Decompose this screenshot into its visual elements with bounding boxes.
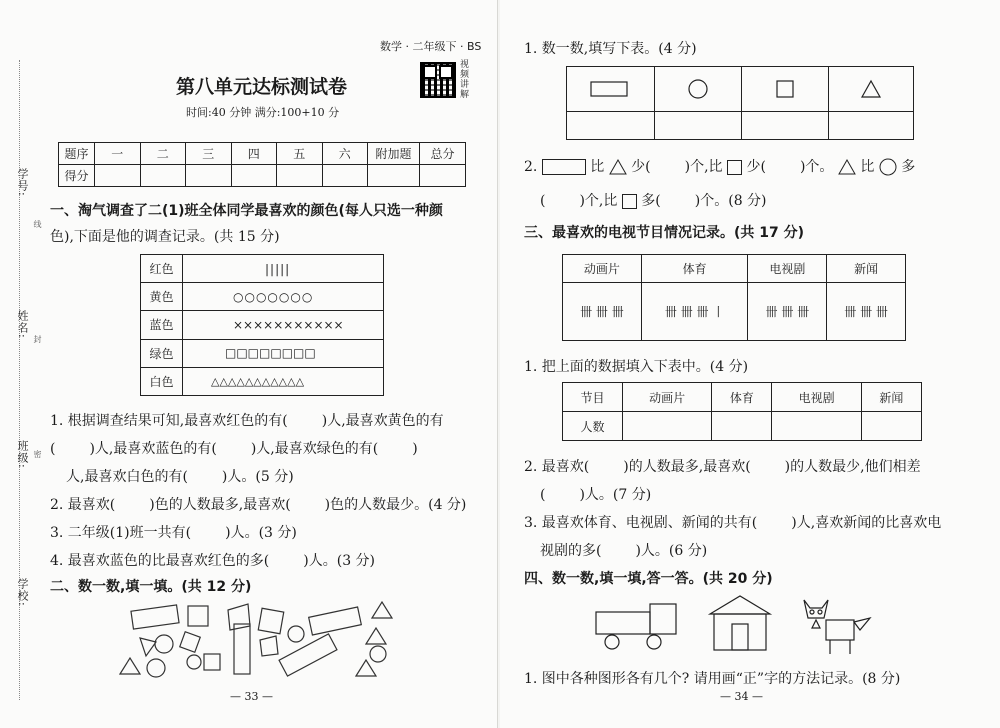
tally-cell: 卌 卌 卌 丨 <box>641 283 748 341</box>
left-page <box>0 0 498 728</box>
circle-shape <box>288 626 304 642</box>
question-2: 2. 最喜欢( )色的人数最多,最喜欢( )色的人数最少。(4 分) <box>50 497 467 513</box>
shapes-figure <box>110 598 400 682</box>
section1-heading: 一、淘气调查了二(1)班全体同学最喜欢的颜色(每人只选一种颜 <box>50 203 443 219</box>
tv-tally-table: 动画片 体育 电视剧 新闻 卌 卌 卌 卌 卌 卌 丨 卌 卌 卌 卌 卌 卌 <box>562 254 906 341</box>
dog-body <box>826 620 854 640</box>
triangle-shape <box>120 658 140 674</box>
square-icon <box>622 194 637 209</box>
rectangle-icon <box>542 159 586 175</box>
square-shape <box>228 604 250 630</box>
question-s3-3: 3. 最喜欢体育、电视剧、新闻的共有( )人,喜欢新闻的比喜欢电 <box>524 515 942 531</box>
triangle-shape <box>372 602 392 618</box>
score-cell[interactable] <box>186 165 232 187</box>
section4-heading: 四、数一数,填一填,答一答。(共 20 分) <box>524 571 773 587</box>
section1-heading-cont: 色),下面是他的调查记录。(共 15 分) <box>50 229 280 245</box>
score-cell[interactable] <box>277 165 323 187</box>
truck-body <box>596 612 650 634</box>
dog-tail <box>854 618 870 630</box>
count-table <box>566 66 914 140</box>
time-score-info: 时间:40 分钟 满分:100+10 分 <box>186 106 340 119</box>
question-1-line3: 人,最喜欢白色的有( )人。(5 分) <box>66 469 294 485</box>
question-3: 3. 二年级(1)班一共有( )人。(3 分) <box>50 525 297 541</box>
section3-heading: 三、最喜欢的电视节目情况记录。(共 17 分) <box>524 225 805 241</box>
side-label-student-id: 学号: <box>16 168 29 197</box>
circle-icon <box>879 158 897 176</box>
section2-heading: 二、数一数,填一填。(共 12 分) <box>50 579 252 595</box>
survey-table: 红色 ||||| 黄色 ○○○○○○○ 蓝色 ××××××××××× 绿色 □□□□□□□□ 白色 △△△△△△△△△△△ <box>140 254 384 396</box>
square-icon <box>777 81 793 97</box>
dog-eye <box>818 610 822 614</box>
question-1-line2: ( )人,最喜欢蓝色的有( )人,最喜欢绿色的有( ) <box>50 441 418 457</box>
answer-cell[interactable] <box>772 412 861 441</box>
question-r2: 2. 比 少( )个,比 少( )个。 比 多 <box>524 159 916 175</box>
side-label-class: 班级: <box>16 440 29 469</box>
triangle-shape <box>366 628 386 644</box>
rectangle-shape <box>309 607 362 635</box>
triangle-icon <box>862 81 880 97</box>
tally-cell: 卌 卌 卌 <box>748 283 827 341</box>
answer-cell[interactable] <box>861 412 921 441</box>
circle-shape <box>370 646 386 662</box>
qr-code-icon[interactable] <box>420 62 456 98</box>
side-mark-secret: 密 <box>33 450 42 458</box>
header-subject: 数学 · 二年级下 · BS <box>380 40 482 53</box>
score-cell[interactable] <box>231 165 277 187</box>
square-shape <box>258 608 283 633</box>
dog-head <box>804 600 828 618</box>
question-s3-1: 1. 把上面的数据填入下表中。(4 分) <box>524 359 749 375</box>
rectangle-shape <box>131 605 179 629</box>
rectangle-icon <box>591 82 627 96</box>
circle-shape <box>147 659 165 677</box>
square-icon <box>727 160 742 175</box>
dog-eye <box>810 610 814 614</box>
triangle-icon <box>838 159 856 175</box>
side-mark-seal: 封 <box>33 335 42 343</box>
house-door <box>732 624 748 650</box>
house-wall <box>714 614 766 650</box>
rectangle-shape <box>234 624 250 674</box>
score-cell[interactable] <box>95 165 141 187</box>
fill-table: 节目 动画片 体育 电视剧 新闻 人数 <box>562 382 922 441</box>
tally-cell: 卌 卌 卌 <box>827 283 906 341</box>
square-shape <box>188 606 208 626</box>
side-label-name: 姓名: <box>16 310 29 339</box>
page-number-left: — 33 — <box>230 690 273 703</box>
question-s3-3-line2: 视剧的多( )人。(6 分) <box>540 543 708 559</box>
page-number-right: — 34 — <box>720 690 763 703</box>
circle-icon <box>689 80 707 98</box>
wheel-circle <box>647 635 661 649</box>
composite-shapes-figure <box>590 594 890 664</box>
triangle-icon <box>609 159 627 175</box>
page-title: 第八单元达标测试卷 <box>176 76 348 98</box>
triangle-shape <box>140 638 156 656</box>
triangle-shape <box>356 660 376 676</box>
truck-cab <box>650 604 676 634</box>
question-s4-1: 1. 图中各种图形各有几个? 请用画“正”字的方法记录。(8 分) <box>524 671 901 687</box>
square-shape <box>260 636 278 656</box>
side-label-school: 学校: <box>16 578 29 607</box>
right-page <box>500 0 1000 728</box>
square-shape <box>204 654 220 670</box>
question-s3-2-line2: ( )人。(7 分) <box>540 487 652 503</box>
question-r2-line2: ( )个,比 多( )个。(8 分) <box>540 193 767 209</box>
circle-shape <box>187 655 201 669</box>
question-1: 1. 根据调查结果可知,最喜欢红色的有( )人,最喜欢黄色的有 <box>50 413 444 429</box>
answer-cell[interactable] <box>623 412 712 441</box>
score-table: 题序 一 二 三 四 五 六 附加题 总分 得分 <box>58 142 466 187</box>
side-mark-line: 线 <box>33 220 42 228</box>
wheel-circle <box>605 635 619 649</box>
shape-headers <box>567 67 915 111</box>
question-s3-2: 2. 最喜欢( )的人数最多,最喜欢( )的人数最少,他们相差 <box>524 459 921 475</box>
square-shape <box>180 632 201 653</box>
question-4: 4. 最喜欢蓝色的比最喜欢红色的多( )人。(3 分) <box>50 553 376 569</box>
rectangle-shape <box>279 634 337 676</box>
dog-nose <box>812 620 820 628</box>
score-cell[interactable] <box>140 165 186 187</box>
question-r1: 1. 数一数,填写下表。(4 分) <box>524 41 697 57</box>
house-roof <box>710 596 770 614</box>
score-cell[interactable] <box>368 165 420 187</box>
score-cell[interactable] <box>322 165 368 187</box>
score-cell[interactable] <box>420 165 466 187</box>
circle-shape <box>155 635 173 653</box>
tally-cell: 卌 卌 卌 <box>563 283 642 341</box>
table-row-divider <box>567 111 913 112</box>
qr-label: 视频讲解 <box>460 60 470 100</box>
answer-cell[interactable] <box>712 412 772 441</box>
